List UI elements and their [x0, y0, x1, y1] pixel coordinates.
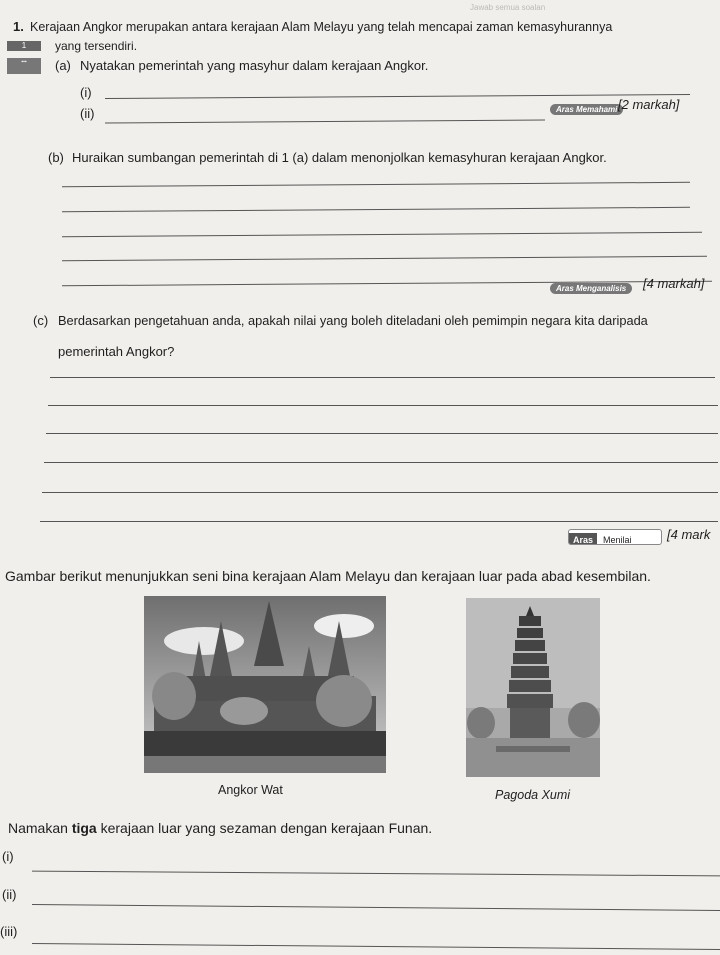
q1c-text-line2: pemerintah Angkor?	[58, 344, 175, 359]
q2-intro: Gambar berikut menunjukkan seni bina kerajaan Alam Melayu dan kerajaan luar pada abad kesembilan.	[5, 568, 651, 584]
question-number: 1.	[13, 19, 24, 34]
answer-line[interactable]	[50, 377, 715, 378]
pagoda-xumi-photo	[466, 598, 600, 777]
caption-pagoda-xumi: Pagoda Xumi	[495, 788, 571, 802]
q2-iii-label: (iii)	[0, 924, 18, 939]
caption-angkor-wat: Angkor Wat	[218, 783, 283, 797]
aras-pill-left: Aras	[569, 533, 597, 545]
aras-pill-right: Menilai	[603, 535, 632, 545]
q1a-label: (a)	[55, 58, 71, 73]
aras-badge: Aras Menganalisis	[550, 278, 632, 296]
skill-icon: ▪▪▪	[7, 58, 41, 74]
answer-line[interactable]	[62, 232, 702, 237]
q1c-label: (c)	[33, 313, 49, 328]
q1a-ii-label: (ii)	[80, 106, 95, 121]
aras-badge: Aras Memahami	[550, 99, 623, 117]
aras-pill	[568, 529, 662, 545]
angkor-wat-photo	[144, 596, 386, 773]
q2-ii-label: (ii)	[2, 887, 17, 902]
q1-intro-line2: yang tersendiri.	[55, 39, 138, 53]
answer-line[interactable]	[62, 182, 690, 187]
q1b-text: Huraikan sumbangan pemerintah di 1 (a) dalam menonjolkan kemasyhuran kerajaan Angkor.	[72, 150, 607, 165]
answer-line[interactable]	[40, 521, 718, 522]
question-badge: 1	[7, 41, 41, 51]
faint-header: Jawab semua soalan	[470, 3, 546, 12]
marks-label: [2 markah]	[618, 97, 680, 112]
answer-line[interactable]	[62, 207, 690, 212]
marks-label: [4 markah]	[643, 276, 705, 291]
answer-line[interactable]	[32, 904, 720, 911]
q1b-label: (b)	[48, 150, 64, 165]
answer-line[interactable]	[42, 492, 718, 493]
answer-line[interactable]	[44, 462, 718, 463]
answer-line[interactable]	[46, 433, 718, 434]
q1a-i-label: (i)	[80, 85, 92, 100]
q2-i-label: (i)	[2, 849, 14, 864]
answer-line[interactable]	[62, 256, 707, 262]
q1-intro-line1: Kerajaan Angkor merupakan antara kerajaan Alam Melayu yang telah mencapai zaman kemasyhurannya	[30, 20, 613, 34]
answer-line[interactable]	[32, 943, 720, 950]
answer-line[interactable]	[105, 119, 545, 123]
marks-label: [4 mark	[667, 527, 711, 542]
q2-prompt: Namakan tiga kerajaan luar yang sezaman dengan kerajaan Funan.	[8, 820, 433, 836]
q1c-text-line1: Berdasarkan pengetahuan anda, apakah nilai yang boleh diteladani oleh pemimpin negara kita daripada	[58, 313, 648, 328]
answer-line[interactable]	[48, 405, 718, 406]
answer-line[interactable]	[32, 871, 720, 877]
q1a-text: Nyatakan pemerintah yang masyhur dalam kerajaan Angkor.	[80, 58, 429, 73]
